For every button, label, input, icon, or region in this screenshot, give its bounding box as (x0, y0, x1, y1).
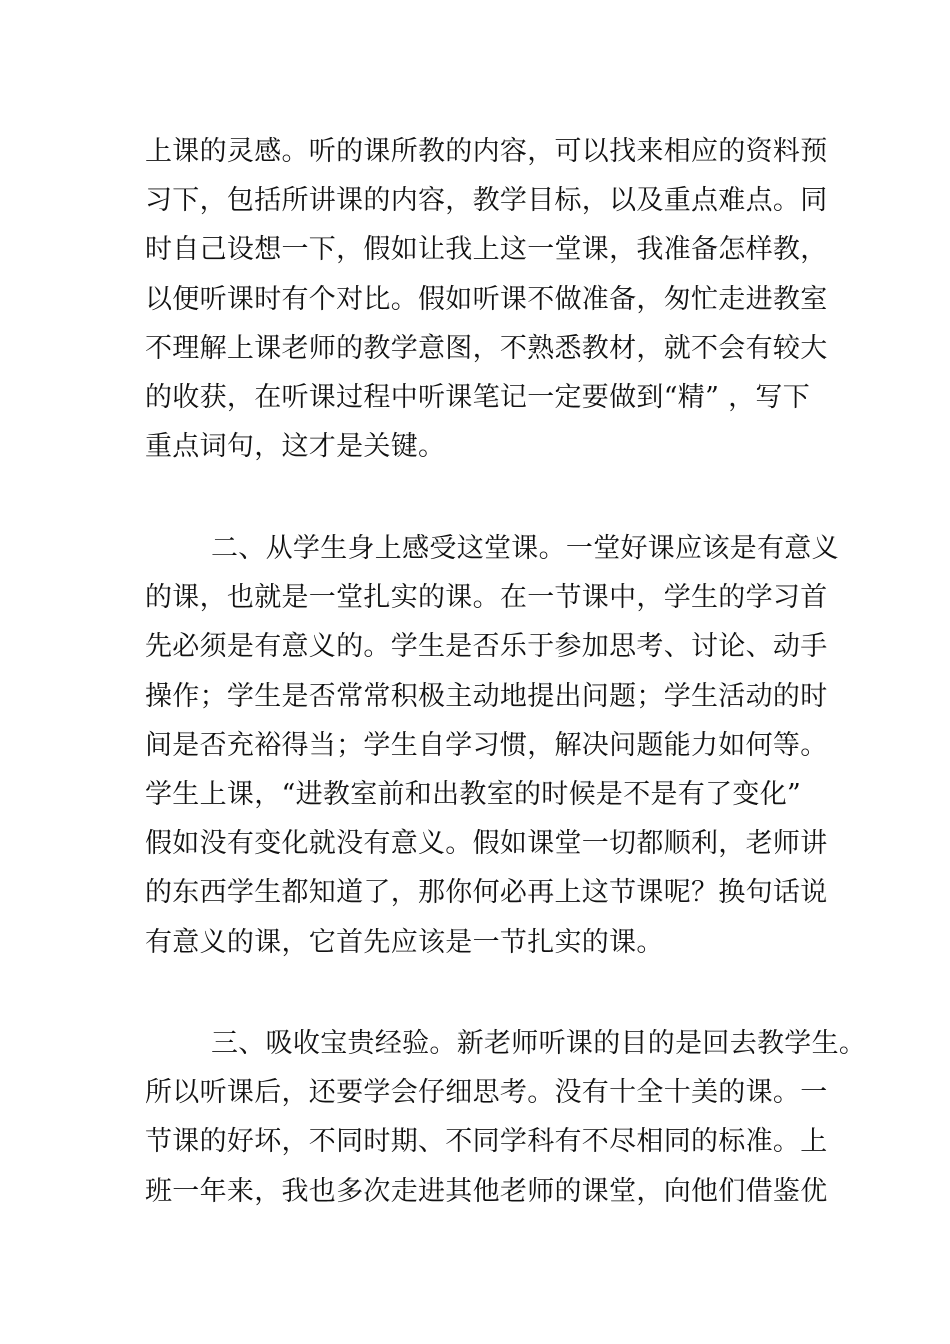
text-line: 三、吸收宝贵经验。新老师听课的目的是回去教学生。 (211, 1028, 867, 1059)
text-line: 所以听课后，还要学会仔细思考。没有十全十美的课。一 (145, 1077, 828, 1109)
text-line: 学生上课，“进教室前和出教室的时候是不是有了变化” (145, 778, 802, 810)
text-line: 二、从学生身上感受这堂课。一堂好课应该是有意义 (211, 533, 839, 564)
text-line: 节课的好坏，不同时期、不同学科有不尽相同的标准。上 (145, 1126, 828, 1158)
text-line: 间是否充裕得当；学生自学习惯，解决问题能力如何等。 (145, 729, 828, 761)
paragraph-continued (145, 127, 828, 471)
text-line: 上课的灵感。听的课所教的内容，可以找来相应的资料预 (145, 136, 828, 167)
paragraph-section-two (145, 524, 839, 967)
text-line: 重点词句，这才是关键。 (145, 431, 446, 463)
text-line: 操作；学生是否常常积极主动地提出问题；学生活动的时 (145, 680, 828, 712)
text-line: 先必须是有意义的。学生是否乐于参加思考、讨论、动手 (145, 631, 828, 663)
text-line: 不理解上课老师的教学意图，不熟悉教材，就不会有较大 (145, 332, 828, 364)
text-line: 的东西学生都知道了，那你何必再上这节课呢？换句话说 (145, 877, 828, 909)
text-line: 的课，也就是一堂扎实的课。在一节课中，学生的学习首 (145, 582, 828, 614)
text-line: 的收获，在听课过程中听课笔记一定要做到“精” ，写下 (145, 381, 810, 413)
text-line: 假如没有变化就没有意义。假如课堂一切都顺利，老师讲 (145, 828, 828, 860)
text-line: 习下，包括所讲课的内容，教学目标，以及重点难点。同 (145, 185, 828, 217)
text-line: 班一年来，我也多次走进其他老师的课堂，向他们借鉴优 (145, 1175, 828, 1207)
text-line: 时自己设想一下，假如让我上这一堂课，我准备怎样教， (145, 234, 828, 266)
text-line: 以便听课时有个对比。假如听课不做准备，匆忙走进教室 (145, 283, 828, 315)
paragraph-section-three (145, 1019, 867, 1216)
text-line: 有意义的课，它首先应该是一节扎实的课。 (145, 926, 664, 958)
